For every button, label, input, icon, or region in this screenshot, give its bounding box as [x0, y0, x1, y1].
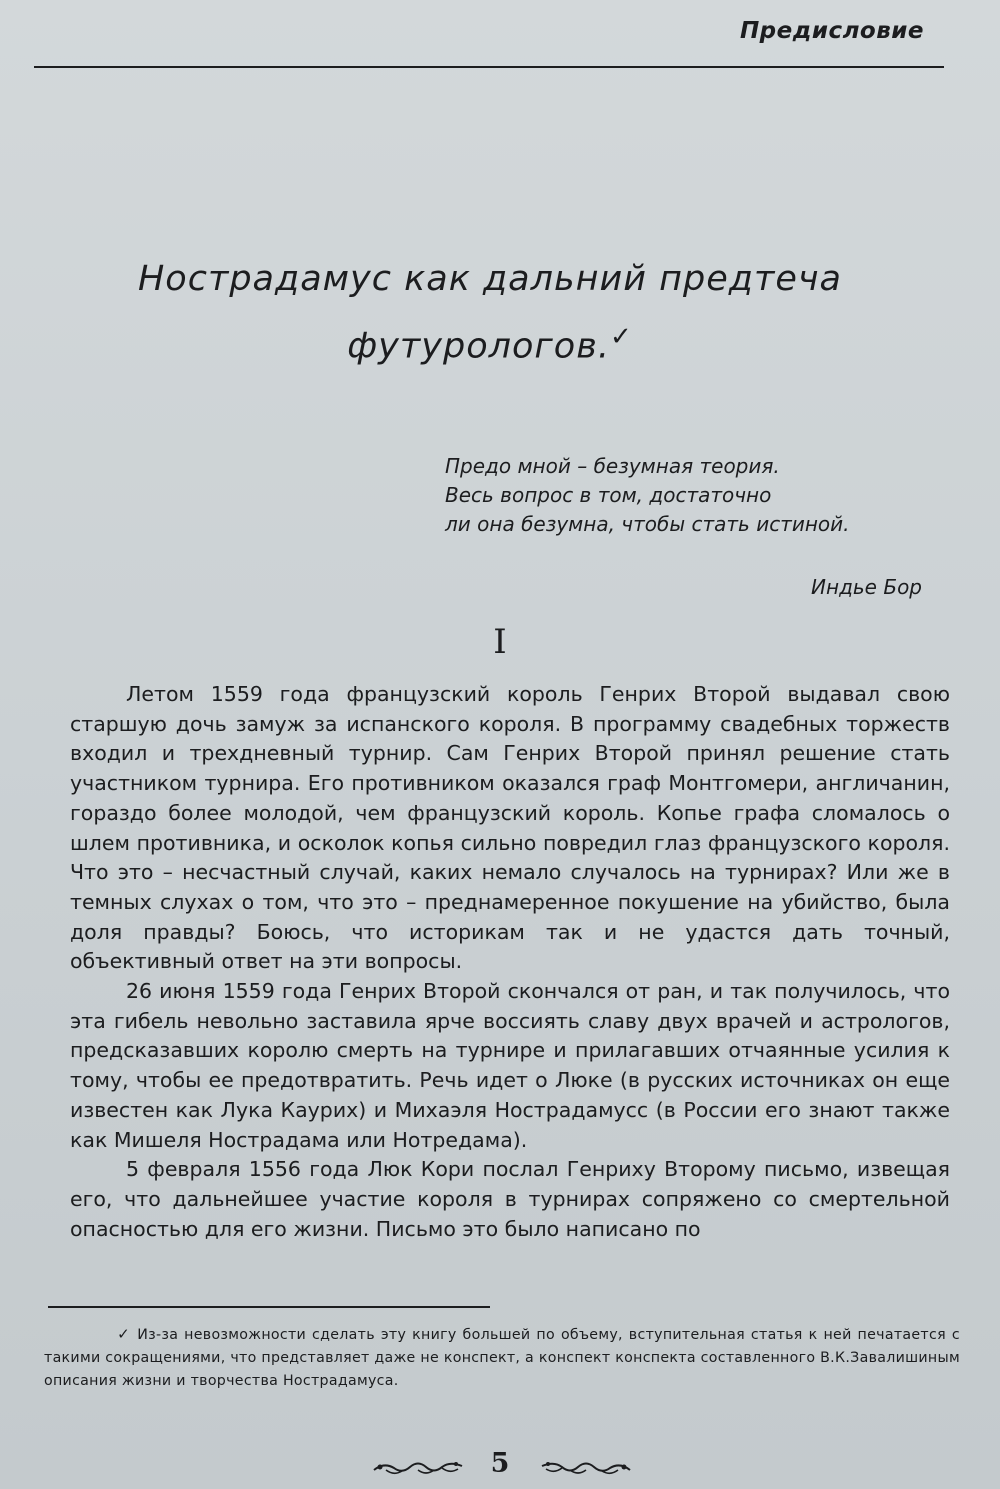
footnote-mark: ✓ [116, 1325, 132, 1343]
header-rule [34, 66, 944, 68]
chapter-number: I [493, 622, 507, 662]
paragraph: Летом 1559 года французский король Генрих Второй выдавал свою старшую дочь замуж за испанского короля. В программу свадебных торжеств входил и трехдневный турнир. Сам Генрих Второй принял решение стать участником турнира. Его противником оказался граф Монтгомери, англичанин, гораздо более молодой, чем французский король. Копье графа сломалось о шлем противника, и осколок копья сильно повредил глаз французского короля. Что это – несчастный случай, каких немало случалось на турнирах? Или же в темных слухах о том, что это – преднамеренное покушение на убийство, была доля правды? Боюсь, что историкам так и не удастся дать точный, объективный ответ на эти вопросы. [70, 682, 950, 974]
page-number: 5 [490, 1448, 510, 1479]
title-line-2-text: футурологов. [347, 326, 610, 367]
folio [0, 1448, 1000, 1488]
epigraph-author: Индье Бор [811, 575, 922, 599]
footnote-check-icon: ✓ [609, 322, 633, 352]
footnote-text: Из-за невозможности сделать эту книгу большей по объему, вступительная статья к ней печатается с такими сокращениями, что представляет даже не конспект, а конспект конспекта составленного В.К.Завалишиным описания жизни и творчества Нострадамуса. [44, 1327, 960, 1389]
running-head: Предисловие [739, 18, 924, 44]
epigraph [445, 452, 945, 539]
title-line-2 [40, 308, 940, 376]
ornament-right-icon [540, 1454, 632, 1480]
footnote-rule [48, 1306, 490, 1308]
epigraph-line: Предо мной – безумная теория. [445, 454, 780, 478]
chapter-title [40, 250, 940, 376]
ornament-left-icon [372, 1454, 464, 1480]
footnote [44, 1323, 960, 1393]
epigraph-line: Весь вопрос в том, достаточно [445, 483, 772, 507]
epigraph-line: ли она безумна, чтобы стать истиной. [445, 512, 850, 536]
body-text [70, 680, 950, 1244]
paragraph: 5 февраля 1556 года Люк Кори послал Генриху Второму письмо, извещая его, что дальнейшее участие короля в турнирах сопряжено со смертельной опасностью для его жизни. Письмо это было написано по [70, 1157, 950, 1241]
title-line-1: Нострадамус как дальний предтеча [137, 259, 843, 299]
paragraph: 26 июня 1559 года Генрих Второй скончался от ран, и так получилось, что эта гибель невольно заставила ярче воссиять славу двух врачей и астрологов, предсказавших королю смерть на турнире и прилагавших отчаянные усилия к тому, чтобы ее предотвратить. Речь идет о Люке (в русских источниках он еще известен как Лука Каурих) и Михаэля Нострадамусс (в России его знают также как Мишеля Нострадама или Нотредама). [70, 979, 950, 1152]
